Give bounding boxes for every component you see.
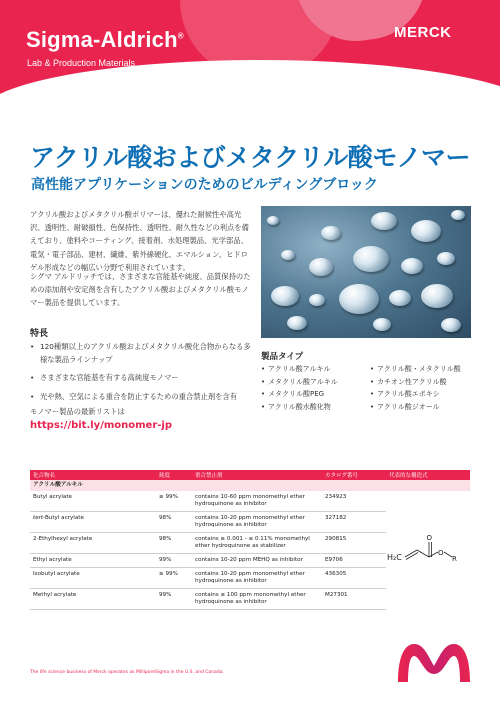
footer-note: The life science business of Merck operates as MilliporeSigma in the U.S. and Canada. <box>30 670 224 675</box>
features-list <box>30 341 254 409</box>
structure-h2c: H₂C <box>387 553 402 562</box>
column-header: 純度 <box>156 470 192 480</box>
compound-name: Isobutyl acrylate <box>30 568 156 589</box>
table-row <box>30 589 470 610</box>
compound-name: tert-Butyl acrylate <box>30 512 156 533</box>
product-type-item: • カチオン性アクリル酸 <box>370 376 461 389</box>
structure-cell <box>386 491 470 512</box>
page-subtitle: 高性能アプリケーションのためのビルディングブロック <box>31 177 378 193</box>
compound-name: Butyl acrylate <box>30 491 156 512</box>
table-group-row <box>30 480 470 491</box>
structure-carbonyl-o: O <box>426 534 433 542</box>
catalog-number[interactable]: 234923 <box>322 491 386 512</box>
water-droplets-photo <box>261 206 471 338</box>
product-types-heading: 製品タイプ <box>261 352 304 362</box>
brand-subtitle: Lab & Production Materials <box>27 58 136 68</box>
product-type-item: • アクリル酸ジオール <box>370 401 461 414</box>
inhibitor: contains 10-20 ppm MEHQ as inhibitor <box>192 554 322 568</box>
product-type-item: • アクリル酸アルキル <box>261 363 338 376</box>
structure-ester-o: O <box>438 549 444 557</box>
column-header: カタログ番号 <box>322 470 386 480</box>
product-types-list-left <box>261 363 338 413</box>
compound-name: 2-Ethylhexyl acrylate <box>30 533 156 554</box>
feature-item: • 光や熱、空気による重合を防止するための重合禁止剤を含有 <box>30 391 254 404</box>
purity: ≥ 99% <box>156 491 192 512</box>
column-header: 代表的な構造式 <box>386 470 470 480</box>
feature-item: • さまざまな官能基を有する高純度モノマー <box>30 372 254 385</box>
product-type-item: • アクリル酸・メタクリル酸 <box>370 363 461 376</box>
product-type-item: • アクリル酸水酸化物 <box>261 401 338 414</box>
compound-name: Ethyl acrylate <box>30 554 156 568</box>
catalog-number[interactable]: 436305 <box>322 568 386 589</box>
column-header: 化合物名 <box>30 470 156 480</box>
inhibitor: contains 10-60 ppm monomethyl ether hydroquinone as inhibitor <box>192 491 322 512</box>
monomer-list-link[interactable]: https://bit.ly/monomer-jp <box>30 420 173 431</box>
inhibitor: contains ≥ 0.001 - ≤ 0.11% monomethyl ether hydroquinone as stabilizer <box>192 533 322 554</box>
inhibitor: contains ≤ 100 ppm monomethyl ether hydroquinone as inhibitor <box>192 589 322 610</box>
product-type-item: • アクリル酸エポキシ <box>370 388 461 401</box>
sigma-aldrich-logo: Sigma-Aldrich® <box>26 27 184 52</box>
intro-paragraph: シグマ アルドリッチでは、さまざまな官能基や純度、品質保持のための添加剤や安定剤を含有したアクリル酸およびメタクリル酸モノマー製品を提供しています。 <box>30 272 251 308</box>
product-types-list-right <box>370 363 461 413</box>
table-row <box>30 491 470 512</box>
purity: 98% <box>156 533 192 554</box>
group-label: アクリル酸アルキル <box>30 480 470 491</box>
page-title: アクリル酸およびメタクリル酸モノマー <box>30 143 471 172</box>
product-type-item: • メタクリル酸PEG <box>261 388 338 401</box>
structure-r-group: R <box>452 555 457 563</box>
table-row <box>30 568 470 589</box>
column-header: 重合禁止剤 <box>192 470 322 480</box>
catalog-number[interactable]: M27301 <box>322 589 386 610</box>
table-header-row <box>30 470 470 480</box>
header-band <box>0 0 500 108</box>
structure-cell <box>386 568 470 589</box>
compound-name: Methyl acrylate <box>30 589 156 610</box>
catalog-number[interactable]: E9706 <box>322 554 386 568</box>
intro-paragraph: アクリル酸およびメタクリル酸ポリマーは、優れた耐候性や高光沢、透明性、耐破損性、色保持性、透明性、耐久性などの利点を備えており、塗料やコーティング、接着剤、水処理製品、光学部品、電気・電子部品、建材、繊維、紫外線硬化、エマルション、ヒドロゲル形成などの幅広い分野で利用されています。 <box>30 210 249 272</box>
purity: 99% <box>156 554 192 568</box>
feature-item: • 120種類以上のアクリル酸およびメタクリル酸化合物からなる多様な製品ラインナップ <box>30 341 254 366</box>
catalog-number[interactable]: 327182 <box>322 512 386 533</box>
purity: 98% <box>156 512 192 533</box>
merck-logo: MERCK <box>394 24 452 41</box>
monomer-list-label: モノマー製品の最新リストは <box>30 407 125 416</box>
inhibitor: contains 10-20 ppm monomethyl ether hydroquinone as inhibitor <box>192 512 322 533</box>
catalog-number[interactable]: 290815 <box>322 533 386 554</box>
structure-cell <box>386 589 470 610</box>
product-type-item: • メタクリル酸アルキル <box>261 376 338 389</box>
features-heading: 特長 <box>30 329 49 339</box>
merck-m-logo <box>392 636 476 686</box>
inhibitor: contains 10-20 ppm monomethyl ether hydroquinone as inhibitor <box>192 568 322 589</box>
purity: ≥ 99% <box>156 568 192 589</box>
purity: 99% <box>156 589 192 610</box>
acrylate-structure-diagram <box>385 530 465 570</box>
